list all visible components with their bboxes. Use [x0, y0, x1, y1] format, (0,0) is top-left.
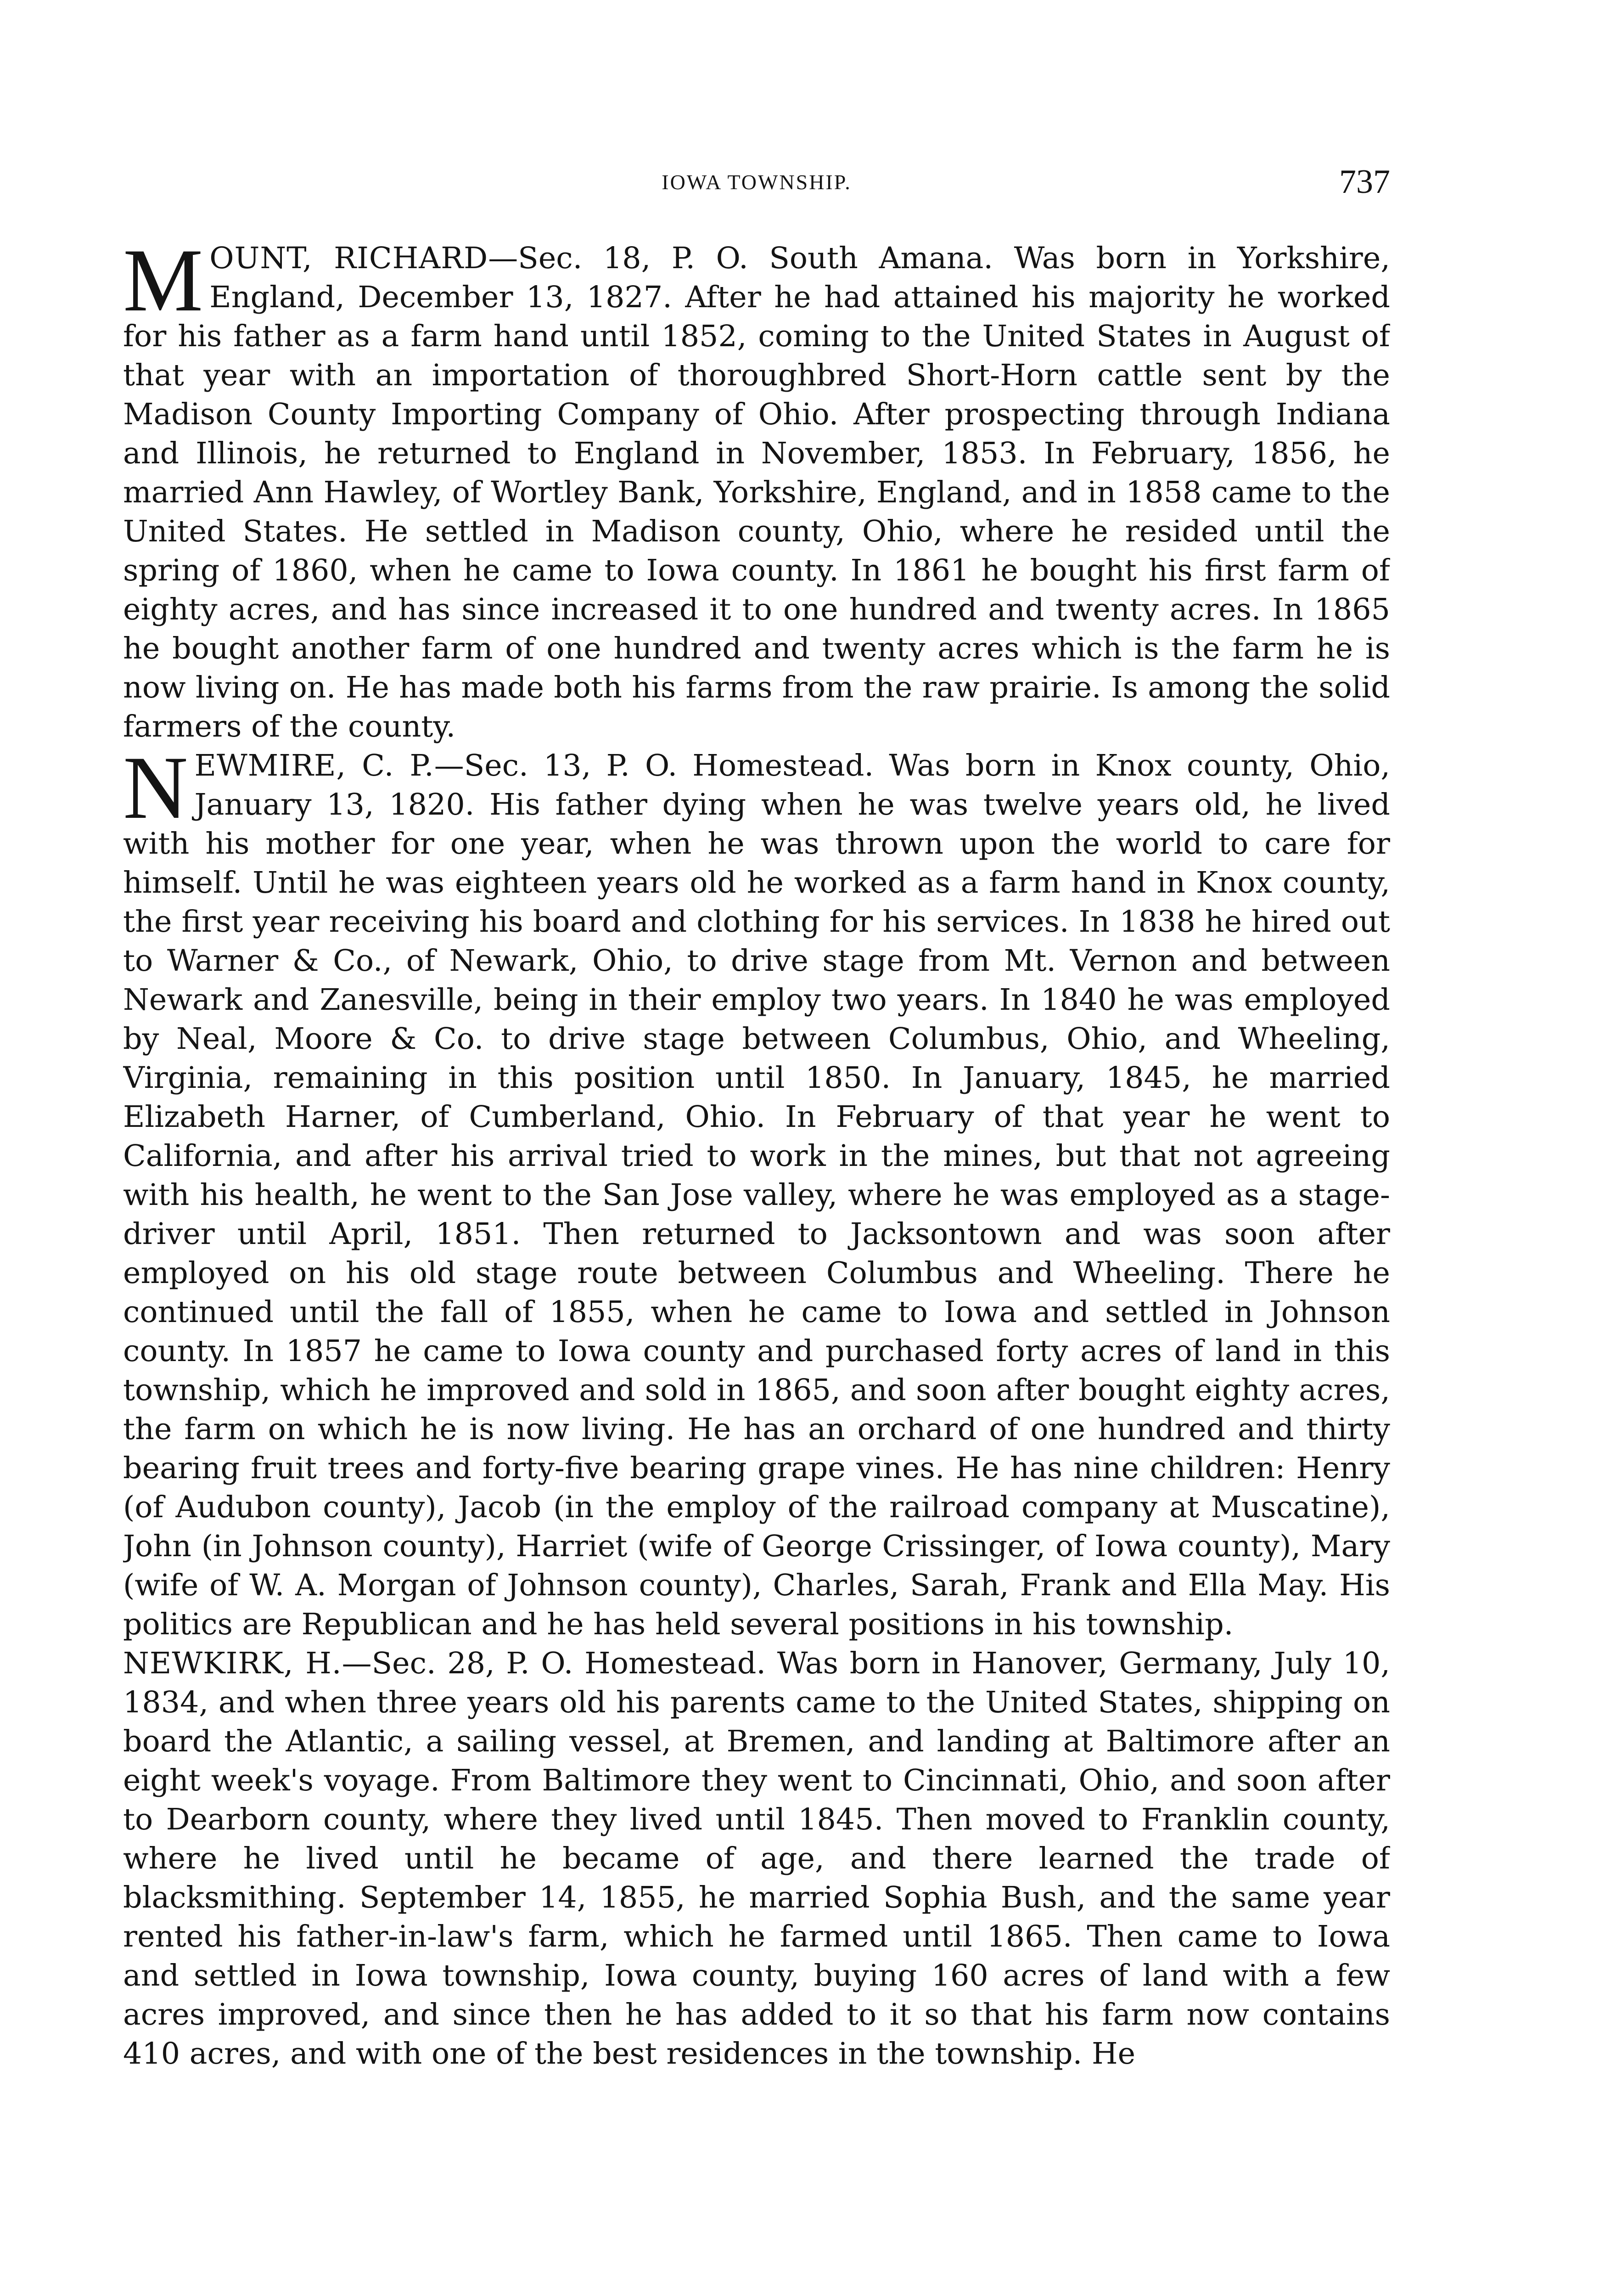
- drop-cap: M: [123, 239, 203, 330]
- page-number: 737: [1339, 163, 1390, 201]
- entry-name: OUNT, RICHARD: [209, 241, 488, 276]
- biography-entry-newkirk: [123, 1644, 1390, 2073]
- entry-text: —Sec. 18, P. O. South Amana. Was born in Yorkshire, England, December 13, 1827. After he had attained his majority he worked for his father as a farm hand until 1852, coming to the United States in August of that year with an importation of thoroughbred Short-Horn cattle sent by the Madison County Importing Company of Ohio. After prospecting through Indiana and Illinois, he returned to England in November, 1853. In February, 1856, he married Ann Hawley, of Wortley Bank, Yorkshire, England, and in 1858 came to the United States. He settled in Madison county, Ohio, where he resided until the spring of 1860, when he came to Iowa county. In 1861 he bought his first farm of eighty acres, and has since increased it to one hundred and twenty acres. In 1865 he bought another farm of one hundred and twenty acres which is the farm he is now living on. He has made both his farms from the raw prairie. Is among the solid farmers of the county.: [123, 241, 1390, 744]
- biography-entry-mount: [123, 239, 1390, 746]
- entry-text: —Sec. 28, P. O. Homestead. Was born in Hanover, Germany, July 10, 1834, and when three years old his parents came to the United States, shipping on board the Atlantic, a sailing vessel, at Bremen, and landing at Baltimore after an eight week's voyage. From Baltimore they went to Cincinnati, Ohio, and soon after to Dearborn county, where they lived until 1845. Then moved to Franklin county, where he lived until he became of age, and there learned the trade of blacksmithing. September 14, 1855, he married Sophia Bush, and the same year rented his father-in-law's farm, which he farmed until 1865. Then came to Iowa and settled in Iowa township, Iowa county, buying 160 acres of land with a few acres improved, and since then he has added to it so that his farm now contains 410 acres, and with one of the best residences in the township. He: [123, 1646, 1390, 2071]
- running-head: [123, 165, 1390, 207]
- drop-cap: N: [123, 738, 188, 838]
- entry-text: —Sec. 13, P. O. Homestead. Was born in Knox county, Ohio, January 13, 1820. His father dying when he was twelve years old, he lived with his mother for one year, when he was thrown upon the world to care for himself. Until he was eighteen years old he worked as a farm hand in Knox county, the first year receiving his board and clothing for his services. In 1838 he hired out to Warner & Co., of Newark, Ohio, to drive stage from Mt. Vernon and between Newark and Zanesville, being in their employ two years. In 1840 he was employed by Neal, Moore & Co. to drive stage between Columbus, Ohio, and Wheeling, Virginia, remaining in this position until 1850. In January, 1845, he married Elizabeth Harner, of Cumberland, Ohio. In February of that year he went to California, and after his arrival tried to work in the mines, but that not agreeing with his health, he went to the San Jose valley, where he was employed as a stage-driver until April, 1851. Then returned to Jacksontown and was soon after employed on his old stage route between Columbus and Wheeling. There he continued until the fall of 1855, when he came to Iowa and settled in Johnson county. In 1857 he came to Iowa county and purchased forty acres of land in this township, which he improved and sold in 1865, and soon after bought eighty acres, the farm on which he is now living. He has an orchard of one hundred and thirty bearing fruit trees and forty-five bearing grape vines. He has nine children: Henry (of Audubon county), Jacob (in the employ of the railroad company at Muscatine), John (in Johnson county), Harriet (wife of George Crissinger, of Iowa county), Mary (wife of W. A. Morgan of Johnson county), Charles, Sarah, Frank and Ella May. His politics are Republican and he has held several positions in his township.: [123, 748, 1390, 1642]
- entry-name: NEWKIRK, H.: [123, 1646, 342, 1681]
- running-title: IOWA TOWNSHIP.: [662, 170, 852, 194]
- biography-column: [123, 239, 1390, 2296]
- biography-entry-newmire: [123, 738, 1390, 1644]
- entry-name: EWMIRE, C. P.: [194, 748, 434, 783]
